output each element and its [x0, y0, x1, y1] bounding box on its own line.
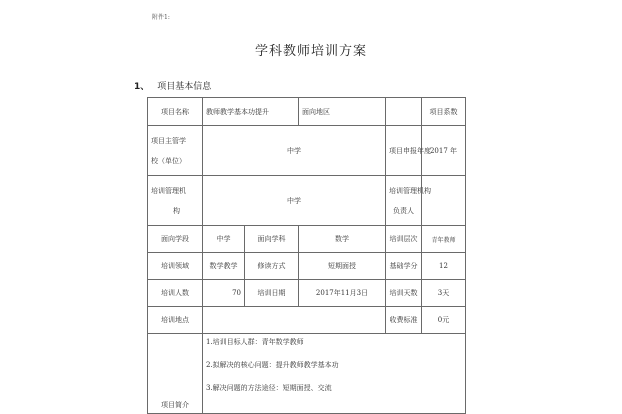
project-name-label: 项目名称 [148, 98, 203, 126]
training-date-value: 2017年11月3日 [299, 280, 386, 307]
intro-line: 1.培训目标人群：青年数学教师 [206, 338, 304, 346]
application-year-value: 2017 年 [422, 126, 466, 176]
table-row [148, 226, 466, 253]
intro-line: 2.拟解决的核心问题：提升教师教学基本功 [206, 361, 339, 369]
study-mode-label: 修读方式 [245, 253, 299, 280]
section-number: 1、 [134, 82, 150, 92]
table-row [148, 334, 466, 414]
project-name-value: 教师教学基本功提升 [203, 98, 299, 126]
training-place-label: 培训地点 [148, 307, 203, 334]
table-row [148, 176, 466, 226]
org-head-label: 培训管理机构 负责人 [386, 176, 422, 226]
table-row [148, 307, 466, 334]
target-area-value [386, 98, 422, 126]
trainee-count-value: 70 [203, 280, 245, 307]
training-days-value: 3天 [422, 280, 466, 307]
target-area-label: 面向地区 [299, 98, 386, 126]
org-head-value [422, 176, 466, 226]
base-credit-value: 12 [422, 253, 466, 280]
intro-line: 3.解决问题的方法途径：短期面授、交流 [206, 384, 332, 392]
fee-standard-label: 收费标准 [386, 307, 422, 334]
management-org-label: 培训管理机 构 [148, 176, 203, 226]
table-row [148, 126, 466, 176]
school-stage-label: 面向学段 [148, 226, 203, 253]
training-place-value [203, 307, 386, 334]
project-intro-content [203, 334, 466, 414]
document-title: 学科教师培训方案 [254, 44, 367, 59]
section-label: 项目基本信息 [157, 82, 212, 92]
table-row [148, 253, 466, 280]
table-row [148, 280, 466, 307]
management-org-value: 中学 [203, 176, 386, 226]
subject-value: 数学 [299, 226, 386, 253]
attachment-label: 附件1: [152, 14, 170, 21]
training-date-label: 培训日期 [245, 280, 299, 307]
supervising-school-value: 中学 [203, 126, 386, 176]
training-level-value: 青年教师 [422, 226, 466, 253]
training-level-label: 培训层次 [386, 226, 422, 253]
application-year-label: 项目申报年度 [386, 126, 422, 176]
subject-label: 面向学科 [245, 226, 299, 253]
project-intro-label: 项目简介 [148, 334, 203, 414]
table-row [148, 98, 466, 126]
base-credit-label: 基础学分 [386, 253, 422, 280]
training-field-label: 培训领域 [148, 253, 203, 280]
school-stage-value: 中学 [203, 226, 245, 253]
trainee-count-label: 培训人数 [148, 280, 203, 307]
section-heading [134, 79, 211, 92]
training-days-label: 培训天数 [386, 280, 422, 307]
project-coefficient-label: 项目系数 [422, 98, 466, 126]
supervising-school-label: 项目主管学 校（单位） [148, 126, 203, 176]
study-mode-value: 短期面授 [299, 253, 386, 280]
training-field-value: 数学教学 [203, 253, 245, 280]
fee-standard-value: 0元 [422, 307, 466, 334]
project-info-table [147, 97, 466, 414]
